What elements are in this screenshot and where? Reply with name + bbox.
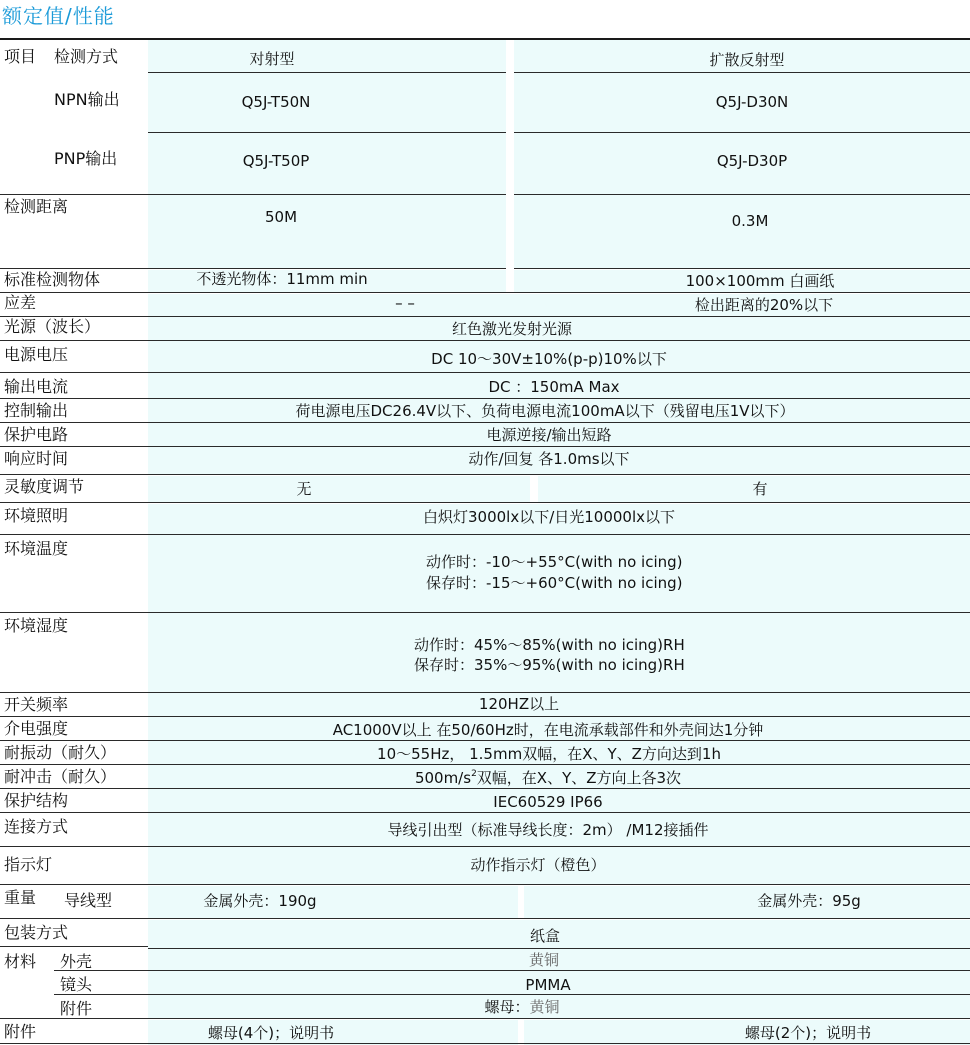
packaging-label: 包装方式 (4, 923, 69, 942)
material-acc-value-pre: 螺母： (484, 998, 530, 1016)
rule (0, 764, 970, 765)
material-lens-label: 镜头 (60, 975, 93, 994)
ambient-temp-label: 环境温度 (4, 539, 69, 558)
distance-label: 检测距离 (4, 197, 69, 216)
weight-label: 重量 (4, 888, 37, 907)
rule (0, 716, 970, 717)
ambient-temp-line2: 保存时：-15～+60°C(with no icing) (426, 574, 683, 592)
material-acc-label: 附件 (60, 999, 93, 1018)
rule (148, 268, 506, 269)
cell-bg-col1-top (148, 40, 506, 268)
switch-freq-value: 120HZ以上 (478, 695, 560, 713)
npn-col1-value: Q5J-T50N (241, 93, 311, 111)
dielectric-value: AC1000V以上 在50/60Hz时，在电流承载部件和外壳间达1分钟 (332, 721, 764, 739)
rule (0, 846, 970, 847)
cell-bg-sens-col1 (148, 476, 530, 502)
hysteresis-col1-value: – – (395, 294, 415, 312)
vibration-value: 10～55Hz， 1.5mm双幅，在X、Y、Z方向达到1h (377, 745, 721, 763)
hysteresis-col2-value: 检出距离的20%以下 (694, 296, 834, 314)
rule (0, 812, 970, 813)
rule (0, 1018, 970, 1019)
supply-voltage-label: 电源电压 (4, 345, 69, 364)
method-label: 检测方式 (54, 47, 119, 66)
accessories-col1-value: 螺母(4个)；说明书 (207, 1024, 335, 1042)
shock-value (415, 769, 681, 787)
protection-structure-value: IEC60529 IP66 (493, 793, 603, 811)
pnp-col2-value: Q5J-D30P (716, 152, 788, 170)
rule (0, 918, 970, 919)
rule (148, 948, 970, 949)
ambient-light-value: 白炽灯3000lx以下/日光10000lx以下 (422, 508, 676, 526)
rule (0, 534, 970, 535)
material-acc-value-post: 黄铜 (529, 998, 560, 1016)
light-source-value: 红色激光发射光源 (451, 320, 573, 338)
npn-col2-value: Q5J-D30N (715, 93, 789, 111)
distance-col1-value: 50M (264, 208, 298, 226)
weight-col1-value: 金属外壳：190g (203, 892, 317, 910)
packaging-value: 纸盒 (529, 927, 561, 945)
rule (0, 292, 970, 293)
control-output-value: 荷电源电压DC26.4V以下、负荷电源电流100mA以下（残留电压1V以下） (295, 402, 795, 420)
rule (0, 268, 148, 269)
indicator-value: 动作指示灯（橙色） (470, 856, 606, 874)
shock-value-post: 双幅，在X、Y、Z方向上各3次 (476, 769, 682, 787)
response-time-label: 响应时间 (4, 449, 69, 468)
npn-label: NPN输出 (54, 90, 120, 109)
ambient-humidity-label: 环境湿度 (4, 616, 69, 635)
rule (0, 422, 970, 423)
rule (0, 340, 970, 341)
rule (148, 132, 506, 133)
ambient-humidity-line1: 动作时：45%～85%(with no icing)RH (414, 636, 685, 654)
rule (54, 994, 970, 995)
weight-sub-label: 导线型 (64, 891, 113, 910)
sensitivity-label: 灵敏度调节 (4, 477, 85, 496)
item-label: 项目 (4, 47, 37, 66)
vibration-label: 耐振动（耐久） (4, 743, 117, 762)
rule (0, 372, 970, 373)
accessories-label: 附件 (4, 1022, 37, 1041)
rule (514, 268, 970, 269)
rule (0, 946, 148, 947)
rule (0, 398, 970, 399)
hysteresis-label: 应差 (4, 293, 37, 312)
material-lens-value: PMMA (525, 976, 571, 994)
std-object-col1-value: 不透光物体：11mm min (196, 270, 368, 288)
material-case-label: 外壳 (60, 952, 93, 971)
col1-header: 对射型 (249, 50, 295, 68)
response-time-value: 动作/回复 各1.0ms以下 (468, 450, 630, 468)
light-source-label: 光源（波长） (4, 317, 101, 336)
rule (0, 446, 970, 447)
std-object-col2-value: 100×100mm 白画纸 (685, 272, 835, 290)
pnp-col1-value: Q5J-T50P (242, 152, 310, 170)
pnp-label: PNP输出 (54, 149, 118, 168)
rule (148, 72, 506, 73)
output-current-value: DC ：150mA Max (488, 378, 620, 396)
control-output-label: 控制输出 (4, 401, 69, 420)
shock-value-sup: 2 (471, 769, 477, 779)
material-label: 材料 (4, 952, 37, 971)
indicator-label: 指示灯 (4, 855, 53, 874)
dielectric-label: 介电强度 (4, 719, 69, 738)
sensitivity-col2-value: 有 (752, 480, 768, 498)
page-title: 额定值/性能 (2, 4, 115, 28)
ambient-temp-line1: 动作时：-10～+55°C(with no icing) (426, 553, 683, 571)
rule (0, 316, 970, 317)
rule (514, 72, 970, 73)
rule (0, 612, 970, 613)
cell-bg-weight-col2 (524, 886, 970, 918)
rule (0, 740, 970, 741)
output-current-label: 输出电流 (4, 377, 69, 396)
protection-circuit-value: 电源逆接/输出短路 (486, 426, 612, 444)
rule (54, 970, 970, 971)
connection-value: 导线引出型（标准导线长度：2m） /M12接插件 (387, 821, 709, 839)
switch-freq-label: 开关频率 (4, 695, 69, 714)
shock-label: 耐冲击（耐久） (4, 767, 117, 786)
col2-header: 扩散反射型 (709, 51, 785, 69)
material-case-value: 黄铜 (528, 951, 560, 969)
material-acc-value (484, 998, 559, 1016)
rule (0, 692, 970, 693)
sensitivity-col1-value: 无 (296, 480, 312, 498)
accessories-col2-value: 螺母(2个)；说明书 (744, 1024, 872, 1042)
rule (0, 474, 970, 475)
rule (514, 194, 970, 195)
rule (514, 132, 970, 133)
connection-label: 连接方式 (4, 817, 69, 836)
rule (0, 788, 970, 789)
supply-voltage-value: DC 10～30V±10%(p-p)10%以下 (431, 350, 667, 368)
rule (0, 1043, 970, 1044)
rule (0, 884, 970, 885)
weight-col2-value: 金属外壳：95g (757, 892, 861, 910)
distance-col2-value: 0.3M (731, 212, 769, 230)
rule (0, 194, 148, 195)
rule (148, 194, 506, 195)
protection-structure-label: 保护结构 (4, 791, 69, 810)
rule (0, 502, 970, 503)
ambient-humidity-line2: 保存时：35%～95%(with no icing)RH (414, 656, 685, 674)
std-object-label: 标准检测物体 (4, 270, 101, 289)
shock-value-pre: 500m/s (414, 769, 472, 787)
ambient-light-label: 环境照明 (4, 506, 69, 525)
protection-circuit-label: 保护电路 (4, 425, 69, 444)
